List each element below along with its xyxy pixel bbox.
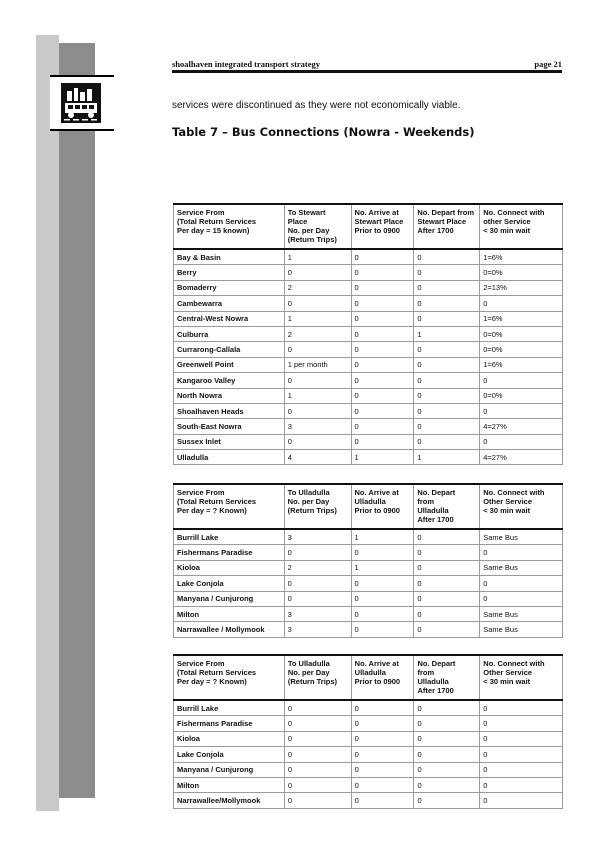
margin-band-light (36, 35, 59, 811)
value-cell: 4=27% (480, 450, 563, 465)
service-origin-cell: Burrill Lake (174, 700, 285, 716)
intro-text: services were discontinued as they were not economically viable. (172, 100, 461, 111)
value-cell: 1 (284, 388, 351, 403)
value-cell: 0 (351, 326, 414, 341)
value-cell: 1=6% (480, 249, 563, 265)
value-cell: 2 (284, 280, 351, 295)
value-cell: Same Bus (480, 606, 563, 621)
value-cell: 0 (414, 296, 480, 311)
service-origin-cell: Kioloa (174, 560, 285, 575)
value-cell: 0 (351, 700, 414, 716)
value-cell: 0 (351, 576, 414, 591)
table-row (174, 716, 563, 731)
transport-logo-icon (61, 83, 101, 123)
value-cell: 0 (284, 762, 351, 777)
table-row (174, 576, 563, 591)
value-cell: 0 (284, 591, 351, 606)
value-cell: 0 (351, 622, 414, 637)
value-cell: 0 (284, 700, 351, 716)
value-cell: 0 (480, 545, 563, 560)
value-cell: 0 (414, 434, 480, 449)
table-title: Table 7 – Bus Connections (Nowra - Weekends) (172, 125, 475, 139)
value-cell: 0 (284, 434, 351, 449)
value-cell: 0 (284, 265, 351, 280)
value-cell: 0 (414, 622, 480, 637)
value-cell: 0 (414, 747, 480, 762)
table-row (174, 403, 563, 418)
value-cell: 0=0% (480, 342, 563, 357)
column-header: To Ulladulla No. per Day (Return Trips) (284, 484, 351, 529)
table-ulladulla-2 (173, 654, 563, 809)
value-cell: 0 (480, 373, 563, 388)
value-cell: 0 (414, 529, 480, 545)
column-header: No. Depart from Ulladulla After 1700 (414, 484, 480, 529)
value-cell: 0 (414, 591, 480, 606)
column-header: No. Arrive at Ulladulla Prior to 0900 (351, 484, 414, 529)
value-cell: 0 (480, 762, 563, 777)
value-cell: 0 (414, 419, 480, 434)
table-row (174, 793, 563, 808)
value-cell: 0 (351, 249, 414, 265)
value-cell: 1 (284, 311, 351, 326)
value-cell: 0 (414, 762, 480, 777)
value-cell: 1=6% (480, 311, 563, 326)
value-cell: 0 (414, 716, 480, 731)
value-cell: 0 (351, 342, 414, 357)
value-cell: 0 (351, 591, 414, 606)
service-origin-cell: Greenwell Point (174, 357, 285, 372)
service-origin-cell: Culburra (174, 326, 285, 341)
table-stewart-place (173, 203, 563, 465)
value-cell: 2 (284, 560, 351, 575)
service-origin-cell: Milton (174, 777, 285, 792)
value-cell: 0 (480, 716, 563, 731)
column-header: No. Depart from Ulladulla After 1700 (414, 655, 480, 700)
table-row (174, 388, 563, 403)
value-cell: 0 (414, 731, 480, 746)
value-cell: 0 (351, 280, 414, 295)
value-cell: 0 (284, 545, 351, 560)
value-cell: 4 (284, 450, 351, 465)
value-cell: 0 (480, 793, 563, 808)
value-cell: 0 (351, 793, 414, 808)
table-header-row (174, 484, 563, 529)
service-origin-cell: Shoalhaven Heads (174, 403, 285, 418)
value-cell: 0 (414, 777, 480, 792)
value-cell: 0 (414, 373, 480, 388)
value-cell: 1 (414, 450, 480, 465)
header-page-number: page 21 (534, 59, 562, 69)
column-header: Service From (Total Return Services Per day = ? Known) (174, 484, 285, 529)
value-cell: 0 (414, 280, 480, 295)
value-cell: 0 (351, 403, 414, 418)
value-cell: 0 (351, 606, 414, 621)
value-cell: 0 (480, 591, 563, 606)
value-cell: 0 (414, 265, 480, 280)
value-cell: 0 (414, 606, 480, 621)
table-row (174, 591, 563, 606)
value-cell: 0 (480, 576, 563, 591)
value-cell: 2=13% (480, 280, 563, 295)
value-cell: 0 (284, 403, 351, 418)
table-row (174, 326, 563, 341)
margin-band-dark (59, 43, 95, 798)
value-cell: 0 (414, 576, 480, 591)
value-cell: 0 (351, 265, 414, 280)
service-origin-cell: South-East Nowra (174, 419, 285, 434)
service-origin-cell: Narrawallee/Mollymook (174, 793, 285, 808)
service-origin-cell: Fishermans Paradise (174, 545, 285, 560)
table-row (174, 560, 563, 575)
table-row (174, 434, 563, 449)
header-rule (172, 70, 562, 73)
value-cell: 0 (480, 434, 563, 449)
value-cell: 0 (480, 296, 563, 311)
value-cell: 3 (284, 419, 351, 434)
value-cell: 0 (284, 342, 351, 357)
value-cell: Same Bus (480, 529, 563, 545)
value-cell: Same Bus (480, 560, 563, 575)
value-cell: 1=6% (480, 357, 563, 372)
service-origin-cell: Burrill Lake (174, 529, 285, 545)
value-cell: 0 (351, 545, 414, 560)
value-cell: 1 (351, 529, 414, 545)
value-cell: 0 (414, 793, 480, 808)
header-title: shoalhaven integrated transport strategy (172, 59, 321, 69)
service-origin-cell: North Nowra (174, 388, 285, 403)
value-cell: 1 (351, 450, 414, 465)
column-header: To Stewart Place No. per Day (Return Trips) (284, 204, 351, 249)
service-origin-cell: Cambewarra (174, 296, 285, 311)
column-header: No. Arrive at Ulladulla Prior to 0900 (351, 655, 414, 700)
value-cell: 4=27% (480, 419, 563, 434)
table-header-row (174, 204, 563, 249)
value-cell: 1 (414, 326, 480, 341)
value-cell: 0 (414, 403, 480, 418)
table-row (174, 545, 563, 560)
value-cell: 0 (284, 793, 351, 808)
table-row (174, 265, 563, 280)
service-origin-cell: Kangaroo Valley (174, 373, 285, 388)
value-cell: 0 (284, 576, 351, 591)
column-header: To Ulladulla No. per Day (Return Trips) (284, 655, 351, 700)
value-cell: 0 (480, 777, 563, 792)
value-cell: 0 (284, 373, 351, 388)
table-row (174, 311, 563, 326)
table-row (174, 280, 563, 295)
table-row (174, 777, 563, 792)
service-origin-cell: Berry (174, 265, 285, 280)
column-header: No. Connect with Other Service < 30 min wait (480, 484, 563, 529)
table-ulladulla-1 (173, 483, 563, 638)
value-cell: 0 (414, 700, 480, 716)
column-header: Service From (Total Return Services Per day = 15 known) (174, 204, 285, 249)
value-cell: 0=0% (480, 326, 563, 341)
value-cell: 1 (284, 249, 351, 265)
value-cell: 1 (351, 560, 414, 575)
section-logo (50, 75, 114, 131)
value-cell: 0 (414, 357, 480, 372)
value-cell: 2 (284, 326, 351, 341)
table-row (174, 450, 563, 465)
service-origin-cell: Ulladulla (174, 450, 285, 465)
column-header: No. Connect with Other Service < 30 min wait (480, 655, 563, 700)
table-row (174, 419, 563, 434)
value-cell: 0=0% (480, 265, 563, 280)
value-cell: 0 (414, 249, 480, 265)
service-origin-cell: Central-West Nowra (174, 311, 285, 326)
service-origin-cell: Manyana / Cunjurong (174, 762, 285, 777)
value-cell: 0=0% (480, 388, 563, 403)
service-origin-cell: Bay & Basin (174, 249, 285, 265)
value-cell: Same Bus (480, 622, 563, 637)
value-cell: 0 (351, 373, 414, 388)
table-row (174, 296, 563, 311)
value-cell: 0 (414, 311, 480, 326)
column-header: No. Depart from Stewart Place After 1700 (414, 204, 480, 249)
value-cell: 0 (351, 731, 414, 746)
table-row (174, 731, 563, 746)
value-cell: 3 (284, 529, 351, 545)
value-cell: 1 per month (284, 357, 351, 372)
service-origin-cell: Sussex Inlet (174, 434, 285, 449)
value-cell: 0 (284, 296, 351, 311)
value-cell: 0 (351, 296, 414, 311)
column-header: Service From (Total Return Services Per day = ? Known) (174, 655, 285, 700)
value-cell: 0 (351, 388, 414, 403)
service-origin-cell: Fishermans Paradise (174, 716, 285, 731)
value-cell: 0 (351, 434, 414, 449)
service-origin-cell: Bomaderry (174, 280, 285, 295)
table-row (174, 747, 563, 762)
value-cell: 0 (284, 777, 351, 792)
logo-rule-top (50, 75, 114, 77)
table-row (174, 622, 563, 637)
table-header-row (174, 655, 563, 700)
value-cell: 0 (480, 747, 563, 762)
column-header: No. Connect with other Service < 30 min wait (480, 204, 563, 249)
table-row (174, 529, 563, 545)
value-cell: 0 (351, 747, 414, 762)
value-cell: 0 (351, 716, 414, 731)
service-origin-cell: Manyana / Cunjurong (174, 591, 285, 606)
value-cell: 0 (351, 357, 414, 372)
value-cell: 0 (414, 342, 480, 357)
value-cell: 0 (351, 777, 414, 792)
service-origin-cell: Kioloa (174, 731, 285, 746)
table-row (174, 357, 563, 372)
value-cell: 0 (351, 762, 414, 777)
service-origin-cell: Lake Conjola (174, 576, 285, 591)
value-cell: 0 (414, 388, 480, 403)
column-header: No. Arrive at Stewart Place Prior to 0900 (351, 204, 414, 249)
table-row (174, 342, 563, 357)
value-cell: 0 (351, 419, 414, 434)
table-row (174, 700, 563, 716)
value-cell: 0 (414, 545, 480, 560)
logo-rule-bottom (50, 129, 114, 131)
service-origin-cell: Milton (174, 606, 285, 621)
service-origin-cell: Narrawallee / Mollymook (174, 622, 285, 637)
value-cell: 0 (284, 716, 351, 731)
value-cell: 0 (284, 747, 351, 762)
value-cell: 3 (284, 606, 351, 621)
value-cell: 0 (284, 731, 351, 746)
table-row (174, 762, 563, 777)
value-cell: 3 (284, 622, 351, 637)
value-cell: 0 (480, 403, 563, 418)
table-row (174, 606, 563, 621)
value-cell: 0 (480, 731, 563, 746)
table-row (174, 373, 563, 388)
service-origin-cell: Currarong-Callala (174, 342, 285, 357)
service-origin-cell: Lake Conjola (174, 747, 285, 762)
value-cell: 0 (480, 700, 563, 716)
table-row (174, 249, 563, 265)
value-cell: 0 (414, 560, 480, 575)
value-cell: 0 (351, 311, 414, 326)
